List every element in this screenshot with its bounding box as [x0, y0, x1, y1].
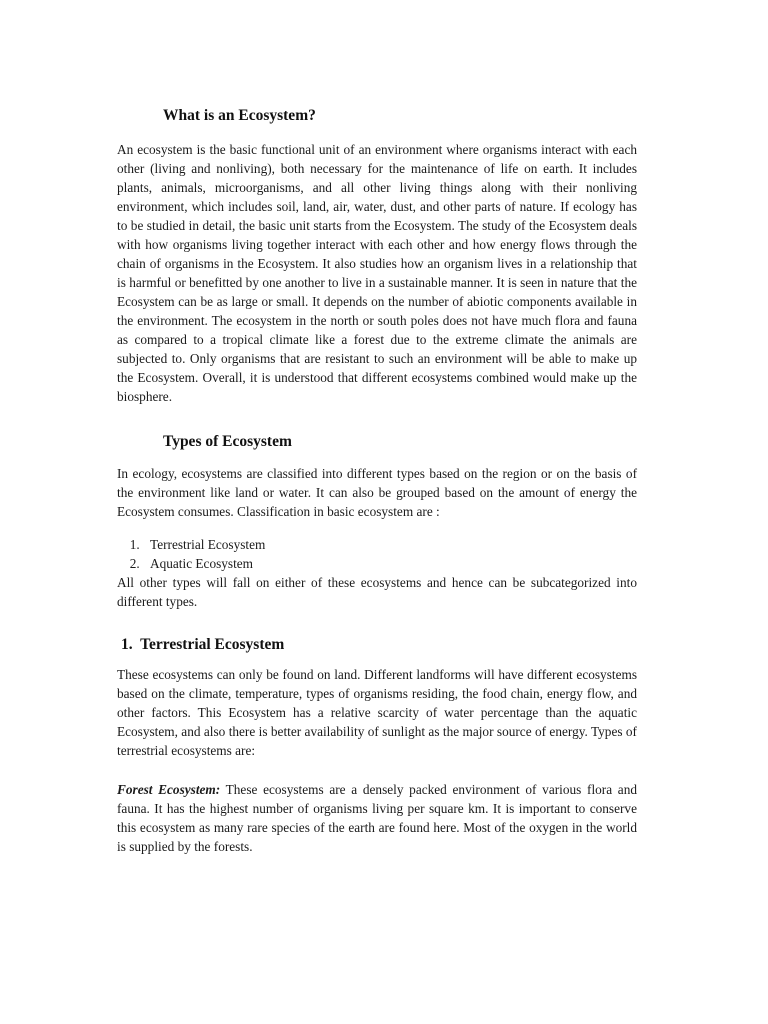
forest-ecosystem-label: Forest Ecosystem: [117, 782, 221, 797]
heading-types-of-ecosystem: Types of Ecosystem [163, 433, 292, 450]
list-item: 1. Terrestrial Ecosystem [143, 535, 637, 554]
forest-ecosystem-text: These ecosystems are a densely packed environment of various flora and fauna. It has the highest number of organisms living per square km. It is important to conserve this ecosystem as many rare species of the earth are found here. Most of the oxygen in the world is supplied by the forests. [117, 782, 638, 854]
paragraph-types-outro: All other types will fall on either of these ecosystems and hence can be subcategorized into different types. [117, 575, 637, 609]
list-item: 2. Aquatic Ecosystem [143, 554, 637, 573]
heading-terrestrial-ecosystem: 1. Terrestrial Ecosystem [121, 636, 285, 653]
ecosystem-types-list [117, 535, 637, 573]
paragraph-types-intro: In ecology, ecosystems are classified into different types based on the region or on the basis of the environment like land or water. It can also be grouped based on the amount of energy the Ecosystem consumes. Classification in basic ecosystem are : [117, 466, 637, 519]
paragraph-forest-ecosystem [117, 780, 637, 856]
paragraph-ecosystem-definition: An ecosystem is the basic functional unit of an environment where organisms interact with each other (living and nonliving), both necessary for the maintenance of life on earth. It includes plants, animals, microorganisms, and all other living things along with their nonliving environment, which includes soil, land, air, water, dust, and other parts of nature. If ecology has to be studied in detail, the basic unit starts from the Ecosystem. The study of the Ecosystem deals with how organisms living together interact with each other and how energy flows through the chain of organisms in the Ecosystem. It also studies how an organism lives in a relationship that is harmful or benefitted by one another to live in a sustainable manner. It is seen in nature that the Ecosystem can be as large or small. It depends on the number of abiotic components available in the environment. The ecosystem in the north or south poles does not have much flora and fauna as compared to a tropical climate like a forest due to the extreme climate the animals are subjected to. Only organisms that are resistant to such an environment will be able to make up the Ecosystem. Overall, it is understood that different ecosystems combined would make up the biosphere. [117, 142, 637, 404]
paragraph-terrestrial: These ecosystems can only be found on land. Different landforms will have different ecosystems based on the climate, temperature, types of organisms residing, the food chain, energy flow, and other factors. This Ecosystem has a relative scarcity of water percentage than the aquatic Ecosystem, and also there is better availability of sunlight as the major source of energy. Types of terrestrial ecosystems are: [117, 667, 637, 758]
heading-what-is-ecosystem: What is an Ecosystem? [163, 107, 316, 124]
document-page [117, 96, 637, 856]
